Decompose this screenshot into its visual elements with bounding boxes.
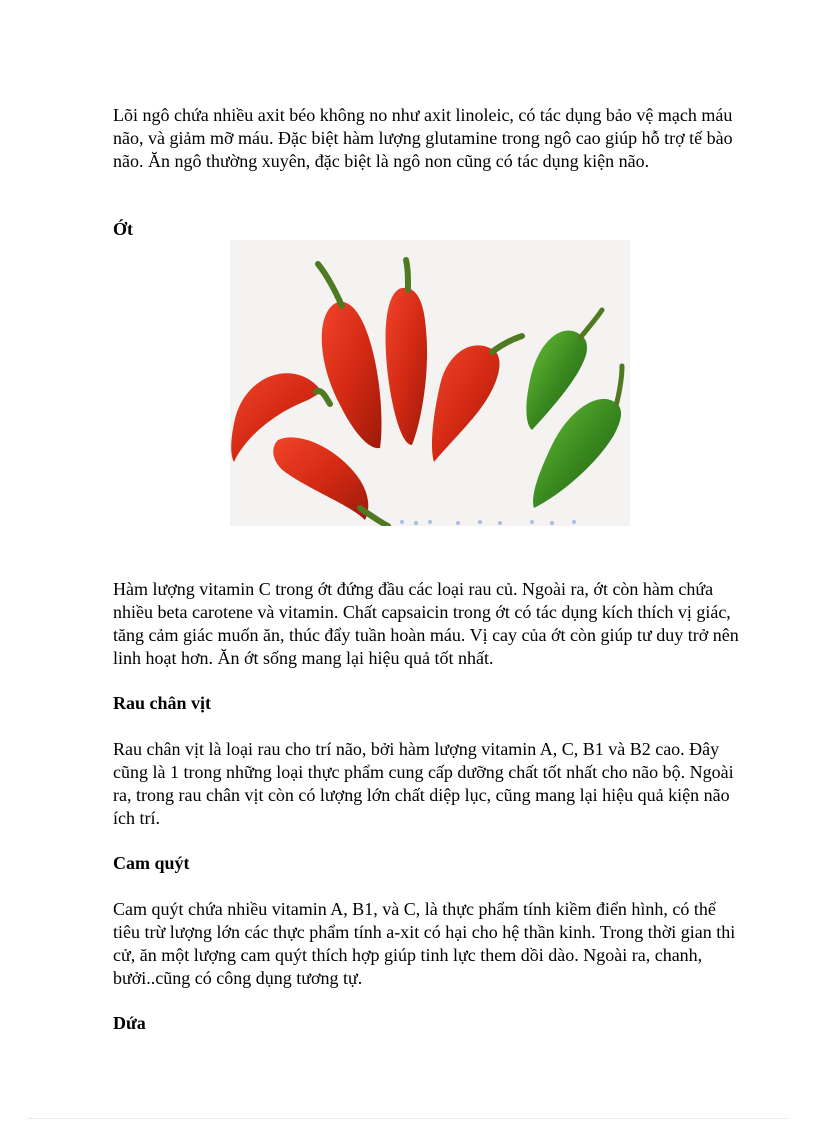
- heading-chili: Ớt: [113, 219, 133, 239]
- chili-peppers-drawing: [230, 240, 630, 526]
- paragraph-chili: Hàm lượng vitamin C trong ớt đứng đầu các loại rau củ. Ngoài ra, ớt còn hàm chứa nhiều beta carotene và vitamin. Chất capsaicin trong ớt có tác dụng kích thích vị giác, tăng cảm giác muốn ăn, thúc đẩy tuần hoàn máu. Vị cay của ớt còn giúp tư duy trở nên linh hoạt hơn. Ăn ớt sống mang lại hiệu quả tốt nhất.: [113, 579, 739, 668]
- heading-pineapple: Dứa: [113, 1013, 146, 1033]
- page-bottom-rule: [28, 1118, 788, 1119]
- heading-spinach: Rau chân vịt: [113, 693, 212, 713]
- paragraph-spinach: Rau chân vịt là loại rau cho trí não, bởi hàm lượng vitamin A, C, B1 và B2 cao. Đây cũng là 1 trong những loại thực phẩm cung cấp dưỡng chất tốt nhất cho não bộ. Ngoài ra, trong rau chân vịt còn có lượng lớn chất diệp lục, cũng mang lại hiệu quả kiện não ích trí.: [113, 739, 734, 828]
- paragraph-corn: Lõi ngô chứa nhiều axit béo không no như axit linoleic, có tác dụng bảo vệ mạch máu não, và giảm mỡ máu. Đặc biệt hàm lượng glutamine trong ngô cao giúp hỗ trợ tế bào não. Ăn ngô thường xuyên, đặc biệt là ngô non cũng có tác dụng kiện não.: [113, 105, 733, 171]
- chili-peppers-image: [230, 240, 630, 526]
- heading-citrus: Cam quýt: [113, 853, 190, 873]
- paragraph-citrus: Cam quýt chứa nhiều vitamin A, B1, và C, là thực phẩm tính kiềm điển hình, có thể tiêu trừ lượng lớn các thực phẩm tính a-xit có hại cho hệ thần kinh. Trong thời gian thi cử, ăn một lượng cam quýt thích hợp giúp tinh lực them dồi dào. Ngoài ra, chanh, bưởi..cũng có công dụng tương tự.: [113, 899, 736, 988]
